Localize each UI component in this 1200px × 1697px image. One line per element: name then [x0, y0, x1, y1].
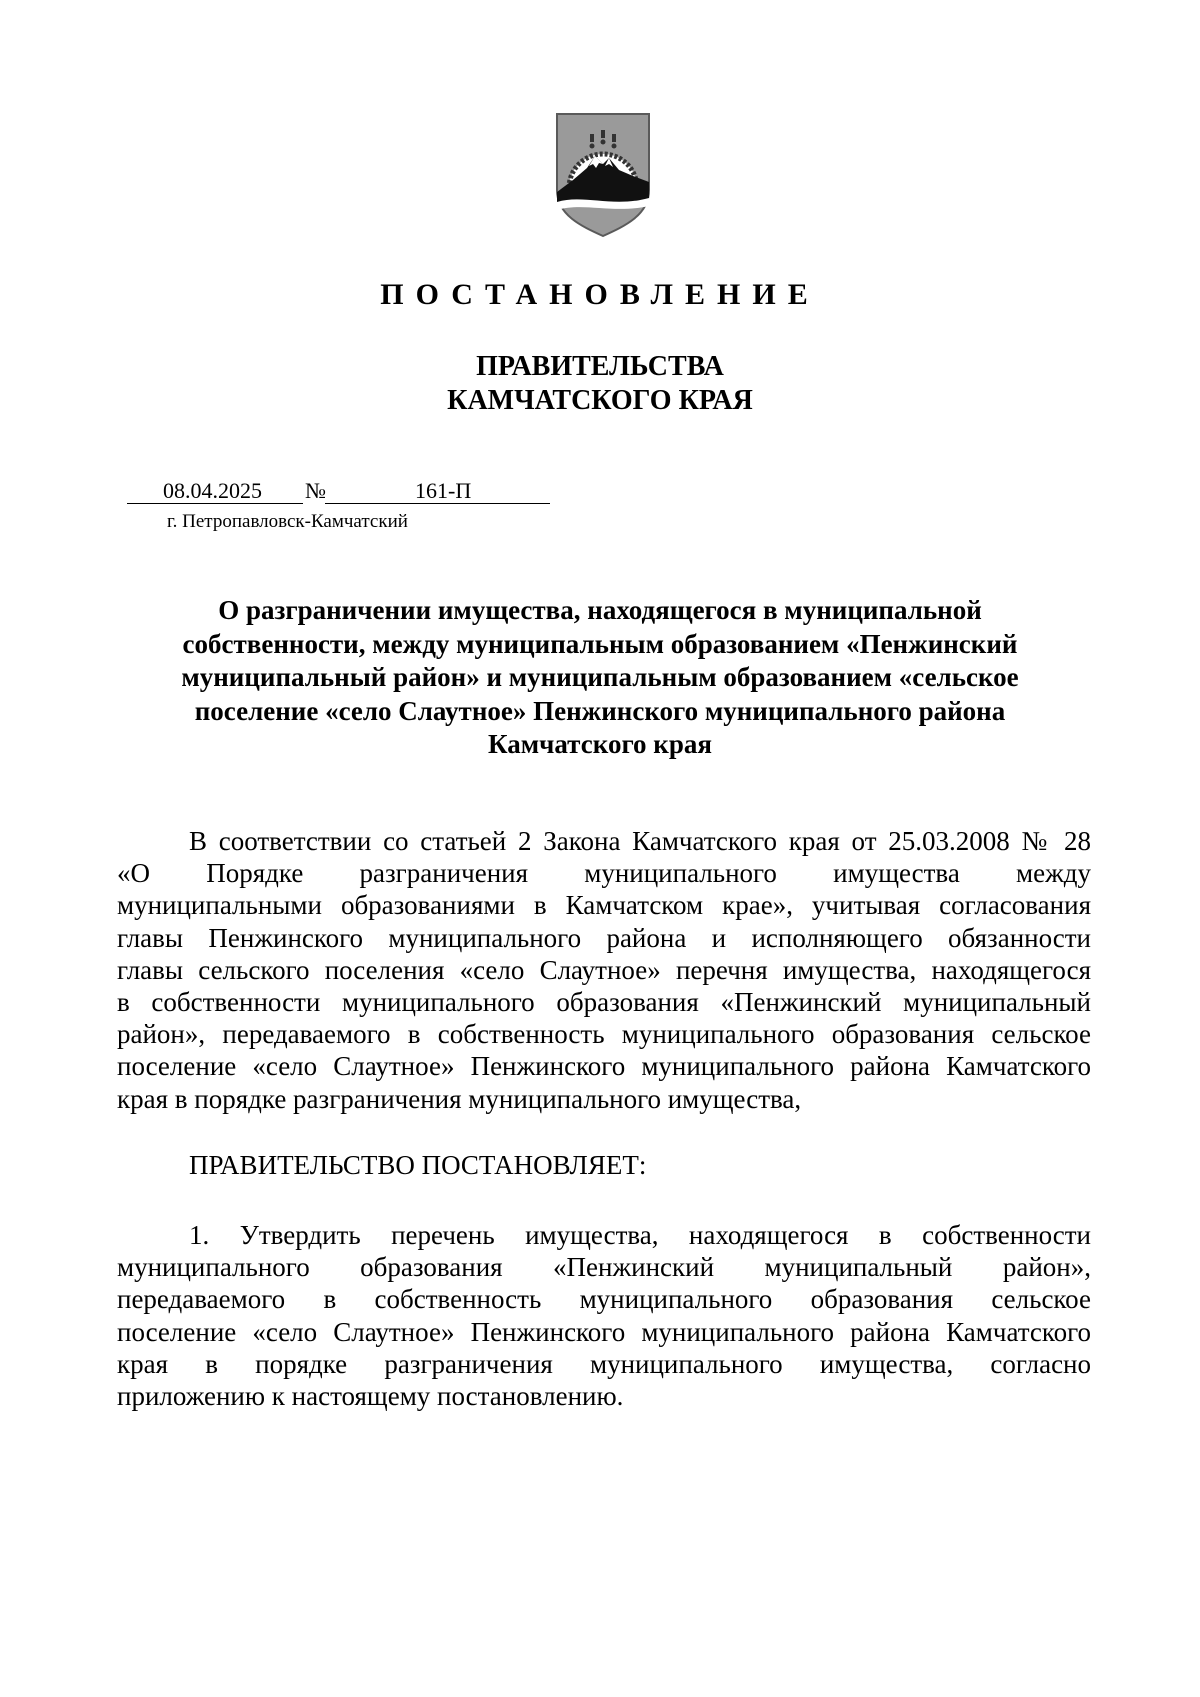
- document-number: 161-П: [415, 478, 472, 503]
- document-title: [0, 594, 1200, 762]
- paragraph-line: муниципального образования «Пенжинский муниципальный район»,: [117, 1252, 1091, 1283]
- paragraph-line: главы Пенжинского муниципального района и исполняющего обязанности: [117, 922, 1091, 953]
- issuing-authority: [0, 350, 1200, 418]
- authority-line: ПРАВИТЕЛЬСТВА: [476, 351, 724, 382]
- paragraph-line: поселение «село Слаутное» Пенжинского муниципального района Камчатского: [117, 1051, 1091, 1082]
- preamble-paragraph: [117, 825, 1091, 1115]
- title-line: Камчатского края: [488, 729, 712, 759]
- paragraph-line: 1. Утвердить перечень имущества, находящегося в собственности: [189, 1220, 1091, 1250]
- authority-line: КАМЧАТСКОГО КРАЯ: [447, 385, 753, 416]
- paragraph-line: поселение «село Слаутное» Пенжинского муниципального района Камчатского: [117, 1316, 1091, 1347]
- paragraph-line: главы сельского поселения «село Слаутное» перечня имущества, находящегося: [117, 954, 1091, 985]
- paragraph-line: края в порядке разграничения муниципального имущества, согласно: [117, 1348, 1091, 1379]
- title-line: муниципальный район» и муниципальным образованием «сельское: [181, 662, 1019, 692]
- paragraph-line: район», передаваемого в собственность муниципального образования сельское: [117, 1019, 1091, 1050]
- paragraph-line: передаваемого в собственность муниципального образования сельское: [117, 1284, 1091, 1315]
- title-line: поселение «село Слаутное» Пенжинского муниципального района: [194, 695, 1006, 726]
- paragraph-line: в собственности муниципального образования «Пенжинский муниципальный: [117, 987, 1091, 1018]
- date-number-line: [125, 478, 555, 508]
- title-line: собственности, между муниципальным образованием «Пенжинский: [182, 628, 1018, 659]
- paragraph-line: В соответствии со статьей 2 Закона Камчатского края от 25.03.2008 № 28: [189, 826, 1091, 856]
- paragraph-line: муниципальными образованиями в Камчатском крае», учитывая согласования: [117, 890, 1091, 921]
- date-underline: [127, 503, 303, 504]
- decree-statement: ПРАВИТЕЛЬСТВО ПОСТАНОВЛЯЕТ:: [189, 1150, 647, 1180]
- number-sign: №: [305, 478, 326, 503]
- title-line: О разграничении имущества, находящегося в муниципальной: [218, 595, 982, 625]
- number-underline: [325, 503, 550, 504]
- document-type: ПОСТАНОВЛЕНИЕ: [380, 278, 820, 311]
- issue-city: г. Петропавловск-Камчатский: [167, 511, 408, 532]
- paragraph-line: края в порядке разграничения муниципального имущества,: [117, 1083, 802, 1114]
- kamchatka-coat-of-arms-icon: [553, 110, 653, 240]
- paragraph-line: приложению к настоящему постановлению.: [117, 1381, 624, 1412]
- item-1-paragraph: [117, 1219, 1091, 1412]
- document-date: 08.04.2025: [163, 478, 262, 503]
- paragraph-line: «О Порядке разграничения муниципального имущества между: [117, 858, 1091, 889]
